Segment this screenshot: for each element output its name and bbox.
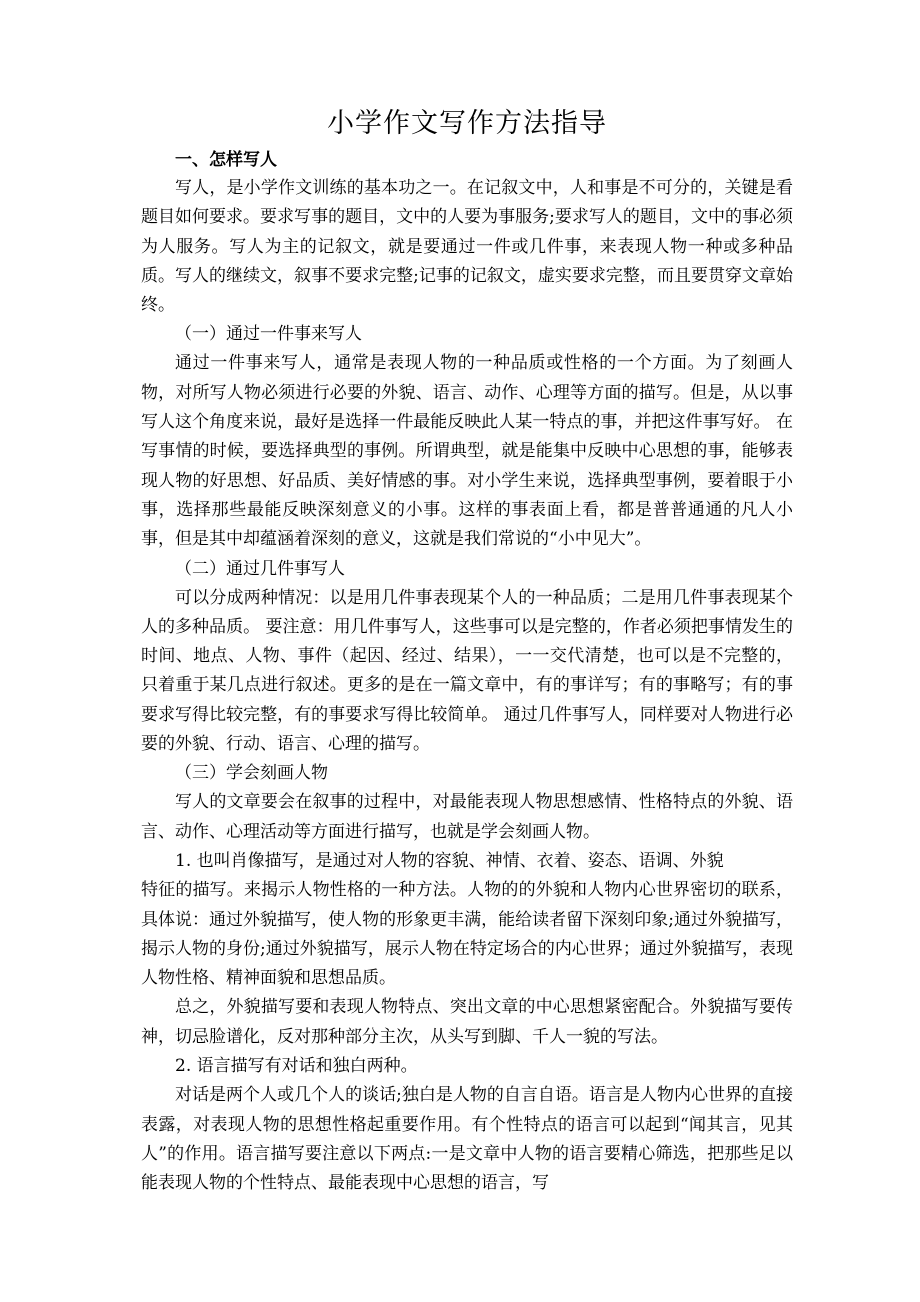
list-item-1-summary: 总之，外貌描写要和表现人物特点、突出文章的中心思想紧密配合。外貌描写要传神，切忌脸谱化，反对那种部分主次，从头写到脚、千人一貌的写法。 xyxy=(141,997,793,1047)
subsection-paragraph-2: 可以分成两种情况：以是用几件事表现某个人的一种品质；二是用几件事表现某个人的多种品质。 要注意：用几件事写人，这些事可以是完整的，作者必须把事情发生的时间、地点、人物、事件（起因、经过、结果），一一交代清楚，也可以是不完整的，只着重于某几点进行叙述。更多的是在一篇文章中，有的事详写；有的事略写；有的事要求写得比较完整，有的事要求写得比较简单。 通过几件事写人，同样要对人物进行必要的外貌、行动、语言、心理的描写。 xyxy=(141,587,793,755)
section-heading: 一、怎样写人 xyxy=(175,150,277,170)
list-item-2-paragraph: 对话是两个人或几个人的谈话;独白是人物的自言自语。语言是人物内心世界的直接表露，对表现人物的思想性格起重要作用。有个性特点的语言可以起到“闻其言，见其人”的作用。语言描写要注意以下两点:一是文章中人物的语言要精心筛选，把那些足以能表现人物的个性特点、最能表现中心思想的语言，写 xyxy=(141,1085,793,1194)
document-title: 小学作文写作方法指导 xyxy=(327,108,607,139)
subsection-heading-3: （三）学会刻画人物 xyxy=(175,763,328,784)
subsection-heading-2: （二）通过几件事写人 xyxy=(175,558,345,579)
document-body xyxy=(141,104,793,1199)
list-item-1-first-line: 1. 也叫肖像描写，是通过对人物的容貌、神情、衣着、姿态、语调、外貌 xyxy=(175,850,724,871)
subsection-paragraph-3: 写人的文章要会在叙事的过程中，对最能表现人物思想感情、性格特点的外貌、语言、动作、心理活动等方面进行描写，也就是学会刻画人物。 xyxy=(141,792,793,842)
subsection-paragraph-1: 通过一件事来写人，通常是表现人物的一种品质或性格的一个方面。为了刻画人物，对所写人物必须进行必要的外貌、语言、动作、心理等方面的描写。但是，从以事写人这个角度来说，最好是选择一件最能反映此人某一特点的事，并把这件事写好。 在写事情的时候，要选择典型的事例。所谓典型，就是能集中反映中心思想的事，能够表现人物的好思想、好品质、美好情感的事。对小学生来说，选择典型事例，要着眼于小事，选择那些最能反映深刻意义的小事。这样的事表面上看，都是普普通通的凡人小事，但是其中却蕴涵着深刻的意义，这就是我们常说的“小中见大”。 xyxy=(141,353,793,550)
subsection-heading-1: （一）通过一件事来写人 xyxy=(175,324,362,345)
list-item-1-body: 特征的描写。来揭示人物性格的一种方法。人物的的外貌和人物内心世界密切的联系，具体说：通过外貌描写，使人物的形象更丰满，能给读者留下深刻印象;通过外貌描写，揭示人物的身份;通过外貌描写，展示人物在特定场合的内心世界；通过外貌描写，表现人物性格、精神面貌和思想品质。 xyxy=(141,880,793,989)
section-intro-paragraph: 写人，是小学作文训练的基本功之一。在记叙文中，人和事是不可分的，关键是看题目如何要求。要求写事的题目，文中的人要为事服务;要求写人的题目，文中的事必须为人服务。写人为主的记叙文，就是要通过一件或几件事，来表现人物一种或多种品质。写人的继续文，叙事不要求完整;记事的记叙文，虚实要求完整，而且要贯穿文章始终。 xyxy=(141,178,793,316)
list-item-2-line: 2. 语言描写有对话和独白两种。 xyxy=(175,1056,418,1077)
